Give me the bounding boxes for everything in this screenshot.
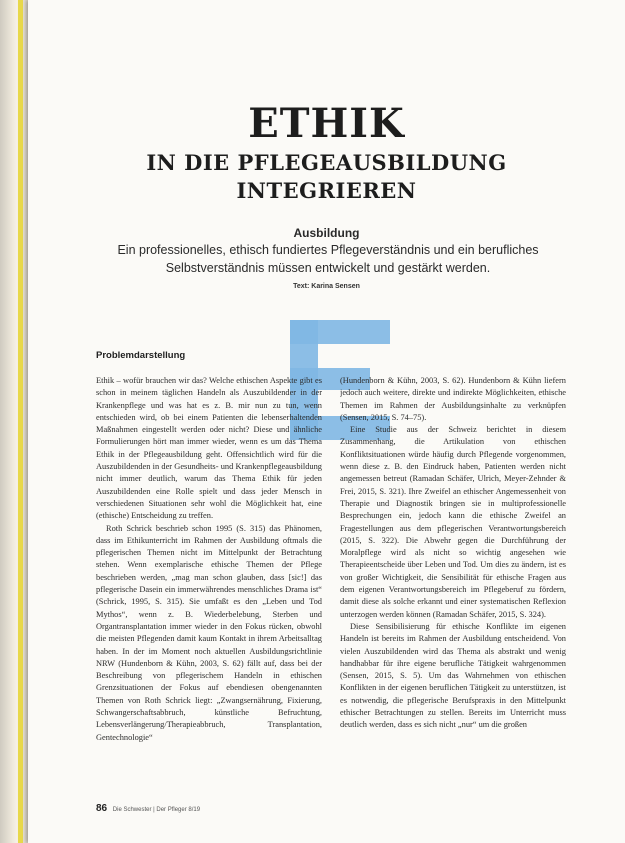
lead-paragraph: Ein professionelles, ethisch fundiertes Pflegeverständnis und ein berufliches Selbstverständnis müssen entwickelt und gestärkt werden. xyxy=(117,243,539,275)
title-line-2: IN DIE PFLEGEAUSBILDUNG xyxy=(146,150,507,175)
paragraph: Diese Sensibilisierung für ethische Konflikte im eigenen Handeln ist bereits im Rahmen der Ausbildung entscheidend. Von vielen Auszubildenden wird das Thema als abstrakt und wenig handhabbar für ihre eigene berufliche Tätigkeit wahrgenommen (Sensen, 2015, S. 5). Um das Wahrnehmen von ethischen Konflikten in der eigenen beruflichen Tätigkeit zu unterstützen, ist es notwendig, die pflegerische Berufspraxis in den Mittelpunkt ethischer Betrachtungen zu stellen. Bereits im Unterricht muss deutlich werden, dass es sich nicht „nur“ um die großen xyxy=(340,621,566,730)
paragraph: (Hundenborn & Kühn, 2003, S. 62). Hundenborn & Kühn liefern jedoch auch weitere, direkte und indirekte Möglichkeiten, ethische Themen im Rahmen der Ausbildungsinhalte zu verknüpfen (Sensen, 2015, S. 74–75). xyxy=(340,376,566,422)
page-footer xyxy=(96,803,200,814)
text-column-right xyxy=(340,375,566,775)
byline: Text: Karina Sensen xyxy=(293,283,360,290)
book-spine xyxy=(0,0,28,843)
title-line-3: INTEGRIEREN xyxy=(236,178,417,203)
page-number: 86 xyxy=(96,803,108,814)
paragraph: Roth Schrick beschrieb schon 1995 (S. 315) das Phänomen, dass im Ethikunterricht im Rahmen der Ausbildung oftmals die pflegerischen Themen nicht im Mittelpunkt der Betrachtung stehen. Wenn exemplarische ethische Themen der Pflege beschrieben werden, „mag man schon glauben, dass [sic!] das pflegerische Dasein ein immerwährendes menschliches Drama ist“ (Schrick, 1995, S. 315). Sie umfaßt es den „Leben und Tod Mythos“, wenn z. B. Wiederbelebung, Sterben und Organtransplantation immer wieder in den Fokus rücken, obwohl die meisten Pflegenden damit kaum Kontakt in ihrem Arbeitsalltag haben. In der im Moment noch aktuellen Ausbildungsrichtlinie NRW (Hundenborn & Kühn, 2003, S. 62) fällt auf, dass bei der Beschreibung von pflegerischem Handeln in ethischen Grenzsituationen der Fokus auf ebendiesen obengenannten Themen von Roth Schrick liegt: „Zwangsernährung, Fixierung, Schwangerschaftsabbruch, künstliche Befruchtung, Lebensverlängerung/Therapieabbruch, Transplantation, Gentechnologie“ xyxy=(96,523,322,742)
paragraph: Ethik – wofür brauchen wir das? Welche ethischen Aspekte gibt es schon in meinem täglichen Handeln als Auszubildender in der Krankenpflege und was hat es z. B. mir nun zu tun, wenn entschieden wird, ob bei einem Patienten die lebenserhaltenden Maßnahmen eingestellt werden oder nicht? Diese und ähnliche Formulierungen hört man immer wieder, wenn es um das Thema Ethik in der Pflegeausbildung geht. Offensichtlich wird für die Auszubildenden in der Gesundheits- und Krankenpflegeausbildung nicht immer deutlich, warum das Thema Ethik für jeden Auszubildenden eine Rolle spielt und dass jeder Mensch in verschiedenen Situationen sehr wohl die Möglichkeit hat, eine (ethische) Entscheidung zu treffen. xyxy=(96,376,322,521)
kicker: Ausbildung xyxy=(293,226,360,240)
section-heading: Problemdarstellung xyxy=(96,350,186,361)
title-line-1: ETHIK xyxy=(248,100,405,147)
page-edge-stripe xyxy=(18,0,23,843)
magazine-page xyxy=(28,0,625,843)
paragraph: Eine Studie aus der Schweiz berichtet in diesem Zusammenhang, die Artikulation von ethischen Konfliktsituationen würde häufig durch Pflegende vorgenommen, wenn diese z. B. den Eindruck haben, Patienten werden nicht angemessen betreut (Ramadan Schäfer, Ulrich, Meyer-Zehnder & Frei, 2015, S. 321). Ihre Zweifel an ethischer Angemessenheit von Therapie und Diagnostik bringen sie in multiprofessionelle Besprechungen ein, jedoch kann die ethische Zweifel an Fragestellungen aus dem pflegerischen Verantwortungsbereich (2015, S. 322). Die Abwehr gegen die Durchführung der Moralpflege wird als nicht so wichtig angesehen wie Therapieentscheide über Leben und Tod. Um dies zu ändern, ist es von großer Wichtigkeit, die Sensibilität für ethische Fragen aus dem eigenen Verantwortungsbereich im Pflegeberuf zu fördern, damit diese als solche erkannt und einer systematischen Reflexion unterzogen werden können (Ramadan Schäfer, 2015, S. 324). xyxy=(340,425,566,619)
publication-name: Die Schwester | Der Pfleger 8/19 xyxy=(112,807,201,813)
text-column-left xyxy=(96,375,322,775)
